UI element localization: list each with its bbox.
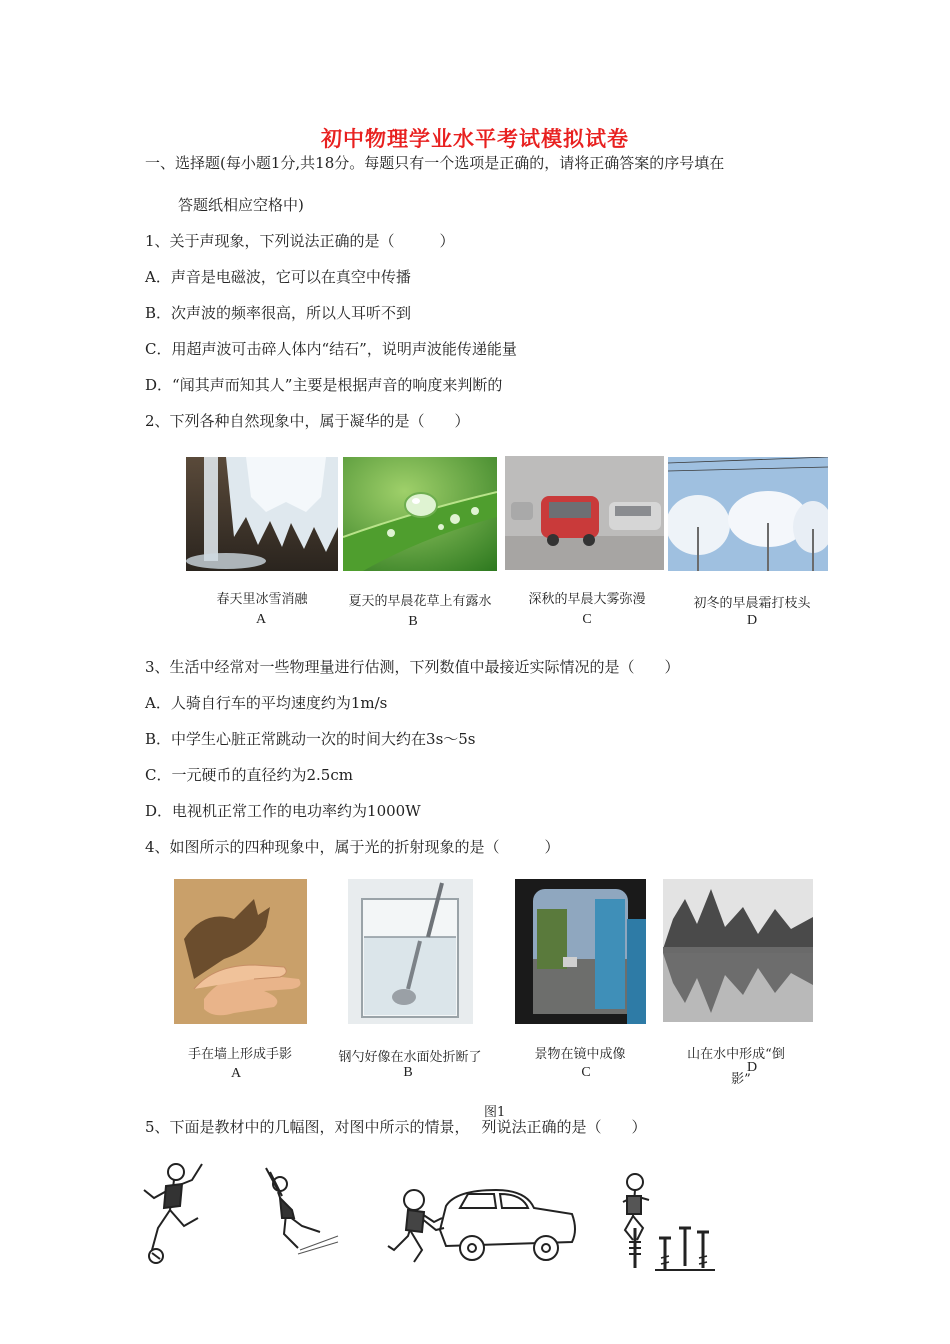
q2-letter-a: A	[255, 612, 267, 627]
q2-image-c-fog-cars	[505, 456, 664, 570]
q1-option-c: C．用超声波可击碎人体内“结石”，说明声波能传递能量	[145, 340, 517, 358]
q4-figure-label: 图1	[484, 1105, 506, 1120]
q3-option-c: C．一元硬币的直径约为2.5cm	[145, 766, 353, 784]
q5-stem	[145, 1116, 647, 1137]
q2-caption-d: 初冬的早晨霜打枝头	[693, 596, 811, 611]
section-heading-cont: 答题纸相应空格中)	[178, 196, 304, 214]
q5-stem-part2: 列说法正确的是（ ）	[481, 1118, 647, 1136]
q2-image-a-melting-ice	[186, 457, 338, 571]
q3-option-d: D．电视机正常工作的电功率约为1000W	[145, 802, 421, 820]
q4-letter-d: D	[746, 1060, 758, 1075]
q1-option-b: B．次声波的频率很高，所以人耳听不到	[145, 304, 412, 322]
q3-option-a: A．人骑自行车的平均速度约为1m/s	[145, 694, 388, 712]
q4-caption-a: 手在墙上形成手影	[187, 1047, 292, 1062]
q2-letter-d: D	[746, 613, 758, 628]
q5-figure-long-jump	[240, 1162, 340, 1258]
q5-stem-part1: 5、下面是教材中的几幅图，对图中所示的情景，	[145, 1118, 470, 1136]
q4-letter-c: C	[581, 1065, 591, 1080]
q2-caption-b: 夏天的早晨花草上有露水	[348, 594, 492, 609]
q4-image-d-mountain-reflection	[663, 879, 813, 1022]
q5-figure-boy-pushing-car	[386, 1170, 580, 1270]
q4-caption-d-line1: 山在水中形成“倒	[687, 1047, 785, 1062]
q3-stem: 3、生活中经常对一些物理量进行估测，下列数值中最接近实际情况的是（ ）	[145, 658, 680, 676]
q4-image-b-spoon-in-water	[348, 879, 473, 1024]
q4-caption-c: 景物在镜中成像	[534, 1047, 626, 1062]
page-title: 初中物理学业水平考试模拟试卷	[321, 126, 629, 151]
q2-image-d-frost-trees	[668, 457, 828, 571]
q5-figure-pogo-stick	[615, 1168, 721, 1274]
q4-image-a-hand-shadow	[174, 879, 307, 1024]
q2-caption-a: 春天里冰雪消融	[216, 592, 308, 607]
section-heading: 一、选择题(每小题1分,共18分。每题只有一个选项是正确的，请将正确答案的序号填在	[145, 154, 725, 172]
q1-option-a: A．声音是电磁波，它可以在真空中传播	[145, 268, 411, 286]
q3-option-b: B．中学生心脏正常跳动一次的时间大约在3s～5s	[145, 730, 476, 748]
q4-caption-b: 钢勺好像在水面处折断了	[338, 1050, 482, 1065]
q4-letter-a: A	[230, 1066, 242, 1081]
q4-letter-b: B	[403, 1065, 413, 1080]
q2-letter-c: C	[582, 612, 592, 627]
q2-caption-c: 深秋的早晨大雾弥漫	[528, 592, 646, 607]
q4-image-c-car-mirror	[515, 879, 646, 1024]
q5-figure-kicking-ball	[138, 1158, 210, 1264]
q2-stem: 2、下列各种自然现象中，属于凝华的是（ ）	[145, 412, 470, 430]
q2-image-b-dew-on-leaf	[343, 457, 497, 571]
q4-stem: 4、如图所示的四种现象中，属于光的折射现象的是（ ）	[145, 838, 560, 856]
q4-caption-d-line2: 影”	[731, 1072, 751, 1087]
q1-stem: 1、关于声现象，下列说法正确的是（ ）	[145, 232, 455, 250]
q1-option-d: D．“闻其声而知其人”主要是根据声音的响度来判断的	[145, 376, 503, 394]
q2-letter-b: B	[408, 614, 418, 629]
